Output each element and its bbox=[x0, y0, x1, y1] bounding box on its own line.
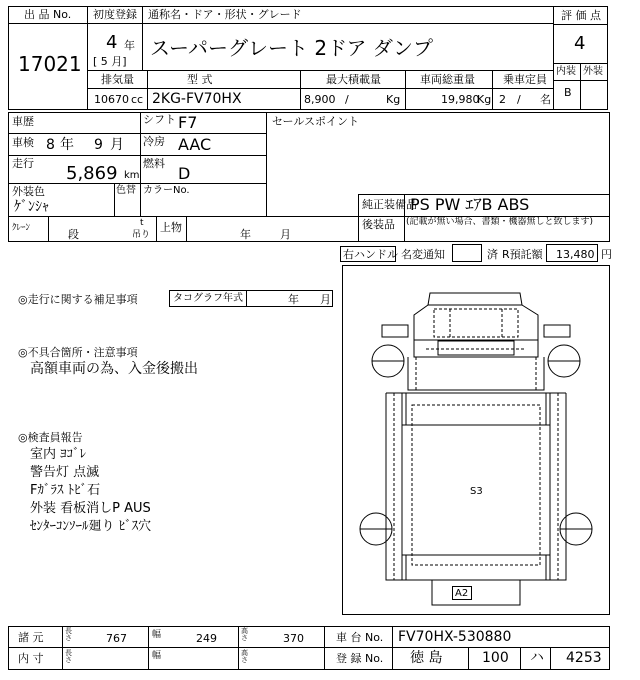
lot-number: 17021 bbox=[18, 52, 82, 76]
tax-paid-label: 済 bbox=[487, 248, 498, 261]
selling-points-label: セールスポイント bbox=[272, 115, 360, 128]
steering-label: 右ハンドル bbox=[343, 248, 398, 261]
upper-month-unit: 月 bbox=[280, 228, 291, 241]
standard-equipment-label: 純正装備品 bbox=[362, 198, 417, 211]
history-label: 車歴 bbox=[12, 115, 34, 128]
gross-weight-label: 車両総重量 bbox=[420, 73, 475, 86]
crane-stage-unit: 段 bbox=[68, 228, 79, 241]
inner-width-label: 幅 bbox=[152, 651, 162, 661]
outer-dimensions-label: 諸 元 bbox=[18, 631, 44, 644]
score-label: 評 価 点 bbox=[561, 9, 601, 22]
capacity-unit: 名 bbox=[540, 93, 551, 106]
plate-number: 4253 bbox=[566, 650, 602, 666]
ac-label: 冷房 bbox=[143, 135, 165, 148]
fuel-label: 燃料 bbox=[143, 157, 165, 170]
tacho-year-unit: 年 bbox=[288, 293, 299, 306]
inspection-month-unit: 月 bbox=[110, 137, 124, 153]
plate-region: 徳 島 bbox=[410, 650, 443, 666]
gross-weight-value: 19,980 bbox=[441, 93, 480, 106]
inspector-line-2: 警告灯 点滅 bbox=[30, 465, 100, 480]
inspection-year: 8 bbox=[46, 137, 55, 153]
length-label: 長さ bbox=[65, 627, 72, 642]
reg-year: 4 bbox=[106, 32, 118, 53]
load-slash: / bbox=[345, 93, 349, 106]
ext-color-label: 外装色 bbox=[12, 185, 45, 198]
height-value: 370 bbox=[283, 632, 304, 645]
shift-value: F7 bbox=[178, 113, 198, 132]
inner-dimensions-label: 内 寸 bbox=[18, 652, 44, 665]
inspection-year-unit: 年 bbox=[60, 137, 74, 153]
load-value: 8,900 bbox=[304, 93, 336, 106]
inspector-line-4: 外装 看板消しP AUS bbox=[30, 501, 151, 516]
chassis-label: 車 台 No. bbox=[336, 631, 384, 644]
lot-label: 出 品 No. bbox=[24, 8, 72, 21]
name-change-box bbox=[452, 244, 482, 262]
model-label: 型 式 bbox=[187, 73, 213, 86]
load-unit: Kg bbox=[386, 93, 401, 106]
load-label: 最大積載量 bbox=[326, 73, 381, 86]
defect-notes-text: 高額車両の為、入金後搬出 bbox=[30, 361, 198, 377]
length-value: 767 bbox=[106, 632, 127, 645]
travel-notes-title: ◎走行に関する補足事項 bbox=[18, 293, 138, 306]
mileage-unit: km bbox=[124, 170, 140, 181]
displacement-label: 排気量 bbox=[101, 73, 134, 86]
crane-ton-unit: t bbox=[140, 218, 144, 228]
inspector-report-title: ◎検査員報告 bbox=[18, 431, 83, 444]
plate-label: 登 録 No. bbox=[336, 652, 384, 665]
displacement-unit: cc bbox=[131, 93, 144, 106]
car-name: スーパーグレート 2ドア ダンプ bbox=[150, 36, 434, 60]
inspector-line-5: ｾﾝﾀｰｺﾝｿｰﾙ廻り ﾋﾞｽ穴 bbox=[30, 519, 152, 534]
width-label: 幅 bbox=[152, 630, 162, 640]
car-name-label: 通称名・ドア・形状・グレード bbox=[148, 8, 302, 21]
score-value: 4 bbox=[574, 33, 586, 54]
inspector-line-1: 室内 ﾖｺﾞﾚ bbox=[30, 447, 87, 462]
recycle-unit: 円 bbox=[601, 248, 612, 261]
reg-year-unit: 年 bbox=[124, 39, 135, 52]
ext-color-value: ｹﾞﾝｼｬ bbox=[14, 199, 49, 215]
standard-equipment-value: PS PW ｴｱB ABS bbox=[410, 195, 530, 214]
fuel-value: D bbox=[178, 164, 191, 183]
model-value: 2KG-FV70HX bbox=[152, 91, 242, 107]
reg-month: [ 5 月] bbox=[93, 55, 127, 68]
capacity-slash: / bbox=[517, 93, 521, 106]
truck-diagram bbox=[342, 265, 610, 615]
tacho-label: タコグラフ年式 bbox=[173, 293, 243, 304]
displacement-value: 10670 bbox=[94, 93, 129, 106]
tacho-month-unit: 月 bbox=[320, 293, 331, 306]
ac-value: AAC bbox=[178, 135, 212, 154]
interior-label: 内装 bbox=[556, 66, 576, 77]
plate-kana: ハ bbox=[530, 650, 544, 666]
aftermarket-note: (記載が無い場合、書類・機器無しと致します) bbox=[406, 217, 594, 227]
capacity-value: 2 bbox=[499, 93, 506, 106]
name-change-label: 名変通知 bbox=[401, 248, 445, 261]
recycle-amount: 13,480 bbox=[556, 248, 595, 261]
crane-hang-unit: 吊り bbox=[132, 230, 151, 240]
recycle-label: R預託額 bbox=[502, 248, 543, 261]
mileage-value: 5,869 bbox=[66, 163, 118, 184]
plate-class: 100 bbox=[482, 650, 509, 666]
height-label: 高さ bbox=[241, 627, 248, 642]
chassis-number: FV70HX-530880 bbox=[398, 629, 512, 645]
width-value: 249 bbox=[196, 632, 217, 645]
upper-label: 上物 bbox=[160, 221, 182, 234]
inspection-label: 車検 bbox=[12, 136, 34, 149]
crane-label: ｸﾚｰﾝ bbox=[12, 223, 31, 233]
exterior-label: 外装 bbox=[583, 66, 603, 77]
defect-notes-title: ◎不具合箇所・注意事項 bbox=[18, 346, 138, 359]
upper-year-unit: 年 bbox=[240, 228, 251, 241]
damage-mark-a2: A2 bbox=[455, 588, 469, 599]
mileage-label: 走行 bbox=[12, 157, 34, 170]
color-change-label: 色替 bbox=[116, 185, 136, 196]
aftermarket-label: 後装品 bbox=[362, 218, 395, 231]
capacity-label: 乗車定員 bbox=[503, 73, 547, 86]
first-reg-label: 初度登録 bbox=[93, 8, 137, 21]
color-no-label: カラーNo. bbox=[143, 185, 190, 196]
inspection-month: 9 bbox=[94, 137, 103, 153]
gross-weight-unit: Kg bbox=[477, 93, 492, 106]
damage-mark-s3: S3 bbox=[470, 486, 483, 497]
inner-length-label: 長さ bbox=[65, 649, 72, 664]
inner-height-label: 高さ bbox=[241, 649, 248, 664]
shift-label: シフト bbox=[143, 113, 176, 126]
interior-grade: B bbox=[564, 86, 572, 99]
inspector-line-3: Fｶﾞﾗｽ ﾄﾋﾞ石 bbox=[30, 483, 101, 498]
